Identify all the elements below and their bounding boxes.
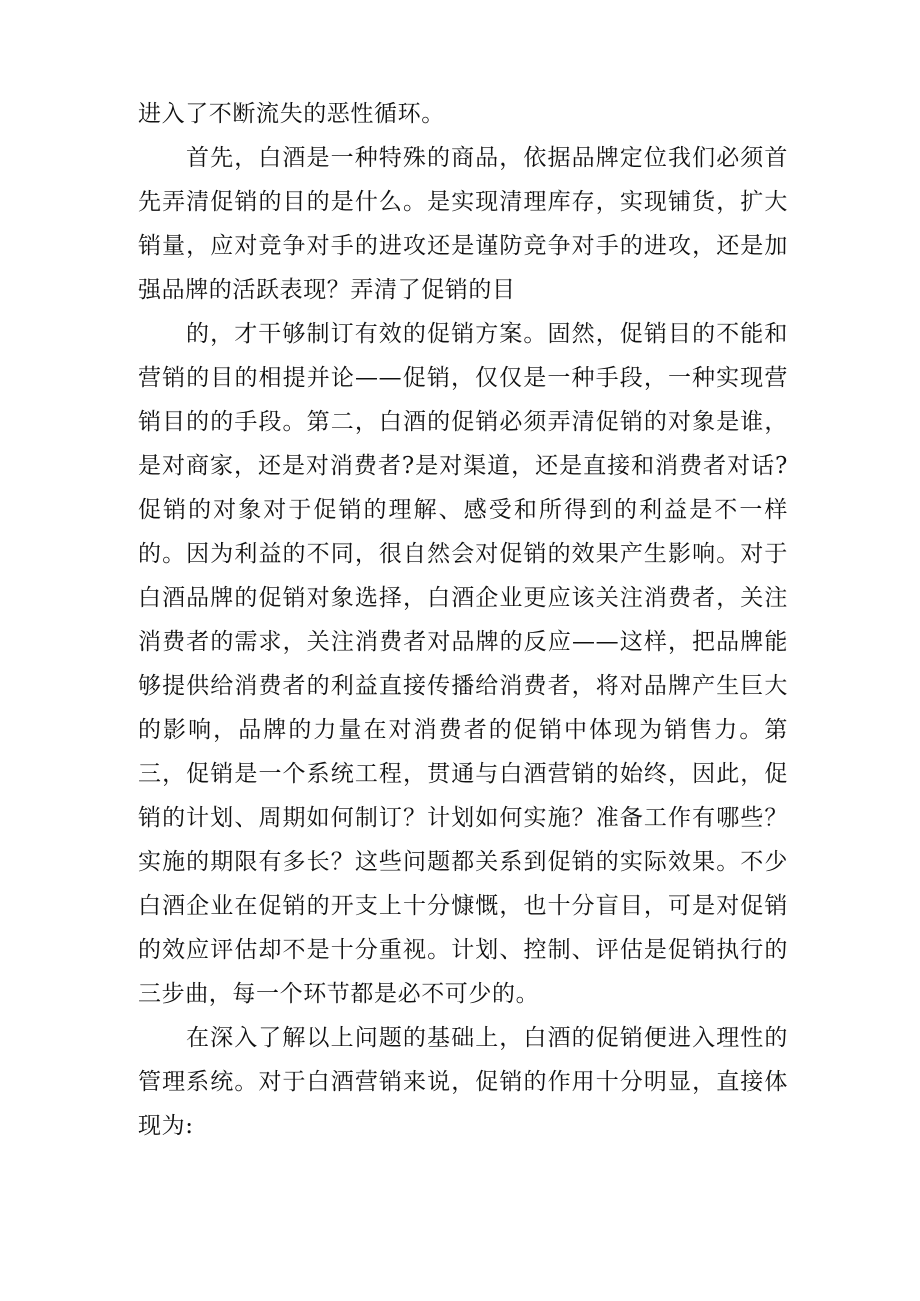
paragraph-1: 进入了不断流失的恶性循环。 bbox=[138, 101, 445, 127]
paragraph-4: 在深入了解以上问题的基础上，白酒的促销便进入理性的管理系统。对于白酒营销来说，促销的作用十分明显，直接体现为: bbox=[138, 1025, 788, 1139]
document-body bbox=[138, 92, 788, 1148]
paragraph-2: 首先，白酒是一种特殊的商品，依据品牌定位我们必须首先弄清促销的目的是什么。是实现清理库存，实现铺货，扩大销量，应对竞争对手的进攻还是谨防竞争对手的进攻，还是加强品牌的活跃表现？弄清了促销的目 bbox=[138, 145, 788, 303]
paragraph-3: 的，才干够制订有效的促销方案。固然，促销目的不能和营销的目的相提并论——促销，仅仅是一种手段，一种实现营销目的的手段。第二，白酒的促销必须弄清促销的对象是谁，是对商家，还是对消费者?是对渠道，还是直接和消费者对话?促销的对象对于促销的理解、感受和所得到的利益是不一样的。因为利益的不同，很自然会对促销的效果产生影响。对于白酒品牌的促销对象选择，白酒企业更应该关注消费者，关注消费者的需求，关注消费者对品牌的反应——这样，把品牌能够提供给消费者的利益直接传播给消费者，将对品牌产生巨大的影响，品牌的力量在对消费者的促销中体现为销售力。第三，促销是一个系统工程，贯通与白酒营销的始终，因此，促销的计划、周期如何制订？计划如何实施？准备工作有哪些？实施的期限有多长？这些问题都关系到促销的实际效果。不少白酒企业在促销的开支上十分慷慨，也十分盲目，可是对促销的效应评估却不是十分重视。计划、控制、评估是促销执行的三步曲，每一个环节都是必不可少的。 bbox=[138, 321, 788, 1007]
